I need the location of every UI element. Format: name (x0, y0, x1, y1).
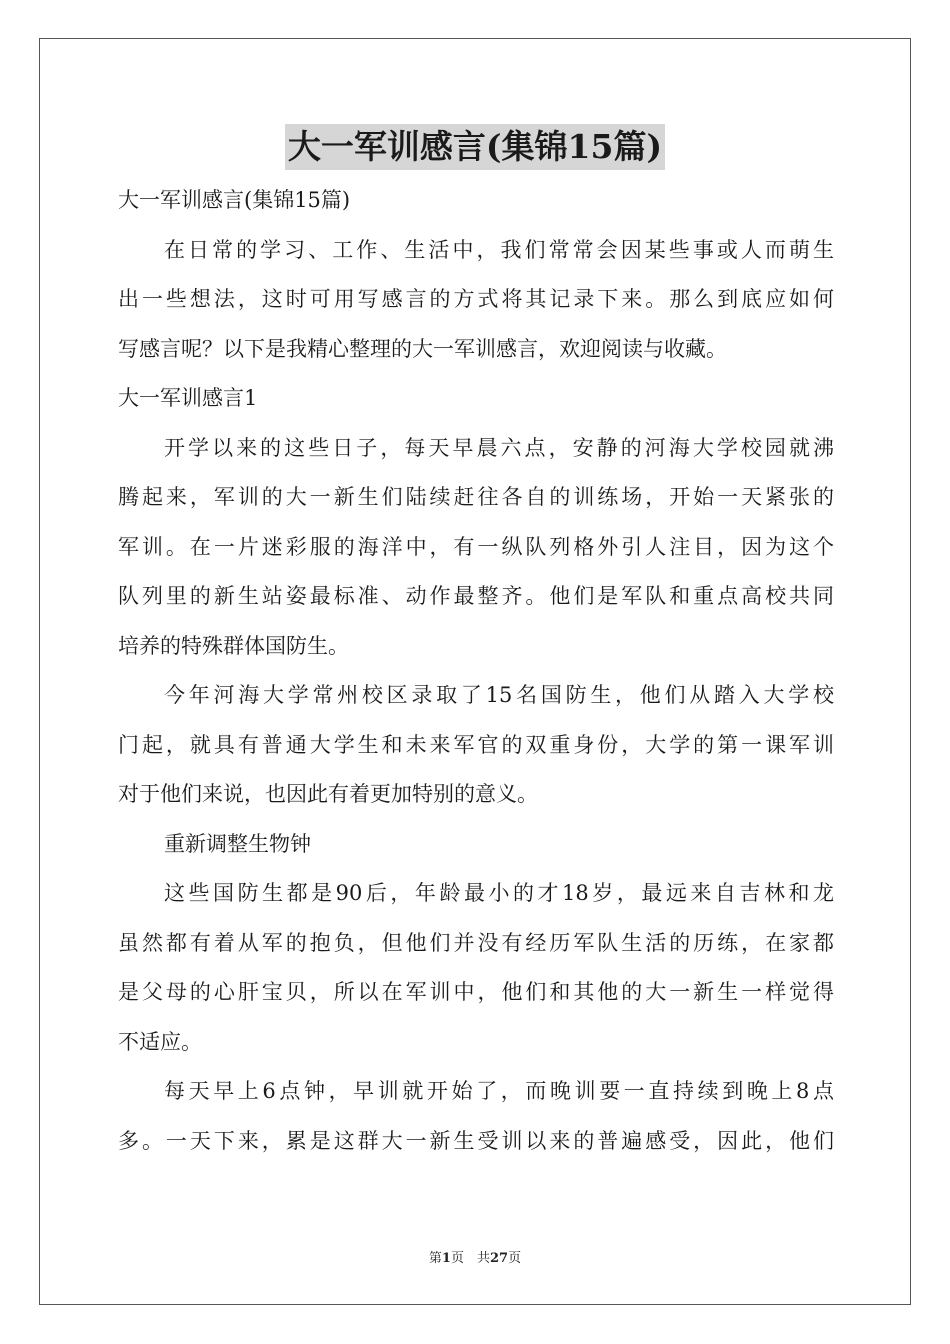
text-line: 是父母的心肝宝贝，所以在军训中，他们和其他的大一新生一样觉得 (118, 980, 834, 1004)
text-line: 门起，就具有普通大学生和未来军官的双重身份，大学的第一课军训 (118, 732, 834, 757)
footer-page-total: 27 (489, 1251, 509, 1266)
text-line: 这些国防生都是90后，年龄最小的才18岁，最远来自吉林和龙 (164, 881, 834, 905)
document-title: 大一军训感言(集锦15篇) (285, 124, 665, 170)
footer-page-current: 1 (441, 1251, 451, 1266)
text-line: 大一军训感言1 (118, 386, 258, 410)
text-line: 培养的特殊群体国防生。 (118, 633, 349, 658)
text-line: 队列里的新生站姿最标准、动作最整齐。他们是军队和重点高校共同 (118, 584, 834, 608)
text-line: 重新调整生物钟 (164, 831, 311, 856)
text-line: 每天早上6点钟，早训就开始了，而晚训要一直持续到晚上8点 (164, 1079, 834, 1103)
document-body (118, 176, 834, 1166)
text-line: 腾起来，军训的大一新生们陆续赶往各自的训练场，开始一天紧张的 (118, 485, 834, 509)
footer-page-prefix: 第 (428, 1251, 442, 1266)
text-line: 今年河海大学常州校区录取了15名国防生，他们从踏入大学校 (164, 683, 834, 707)
title-area (0, 124, 950, 170)
footer-page-suffix: 页 (508, 1251, 522, 1266)
text-line: 军训。在一片迷彩服的海洋中，有一纵队列格外引人注目，因为这个 (118, 534, 834, 559)
text-line: 写感言呢？以下是我精心整理的大一军训感言，欢迎阅读与收藏。 (118, 336, 727, 361)
text-line: 出一些想法，这时可用写感言的方式将其记录下来。那么到底应如何 (118, 287, 834, 311)
text-line: 在日常的学习、工作、生活中，我们常常会因某些事或人而萌生 (164, 237, 834, 262)
footer-page-mid: 页 共 (450, 1251, 490, 1266)
text-line: 开学以来的这些日子，每天早晨六点，安静的河海大学校园就沸 (164, 435, 834, 460)
text-line: 不适应。 (118, 1029, 202, 1054)
text-line: 多。一天下来，累是这群大一新生受训以来的普遍感受，因此，他们 (118, 1128, 834, 1153)
text-line: 虽然都有着从军的抱负，但他们并没有经历军队生活的历练，在家都 (118, 930, 834, 955)
text-line: 对于他们来说，也因此有着更加特别的意义。 (118, 782, 538, 806)
text-line: 大一军训感言(集锦15篇) (118, 188, 351, 212)
page-footer (0, 1247, 950, 1266)
